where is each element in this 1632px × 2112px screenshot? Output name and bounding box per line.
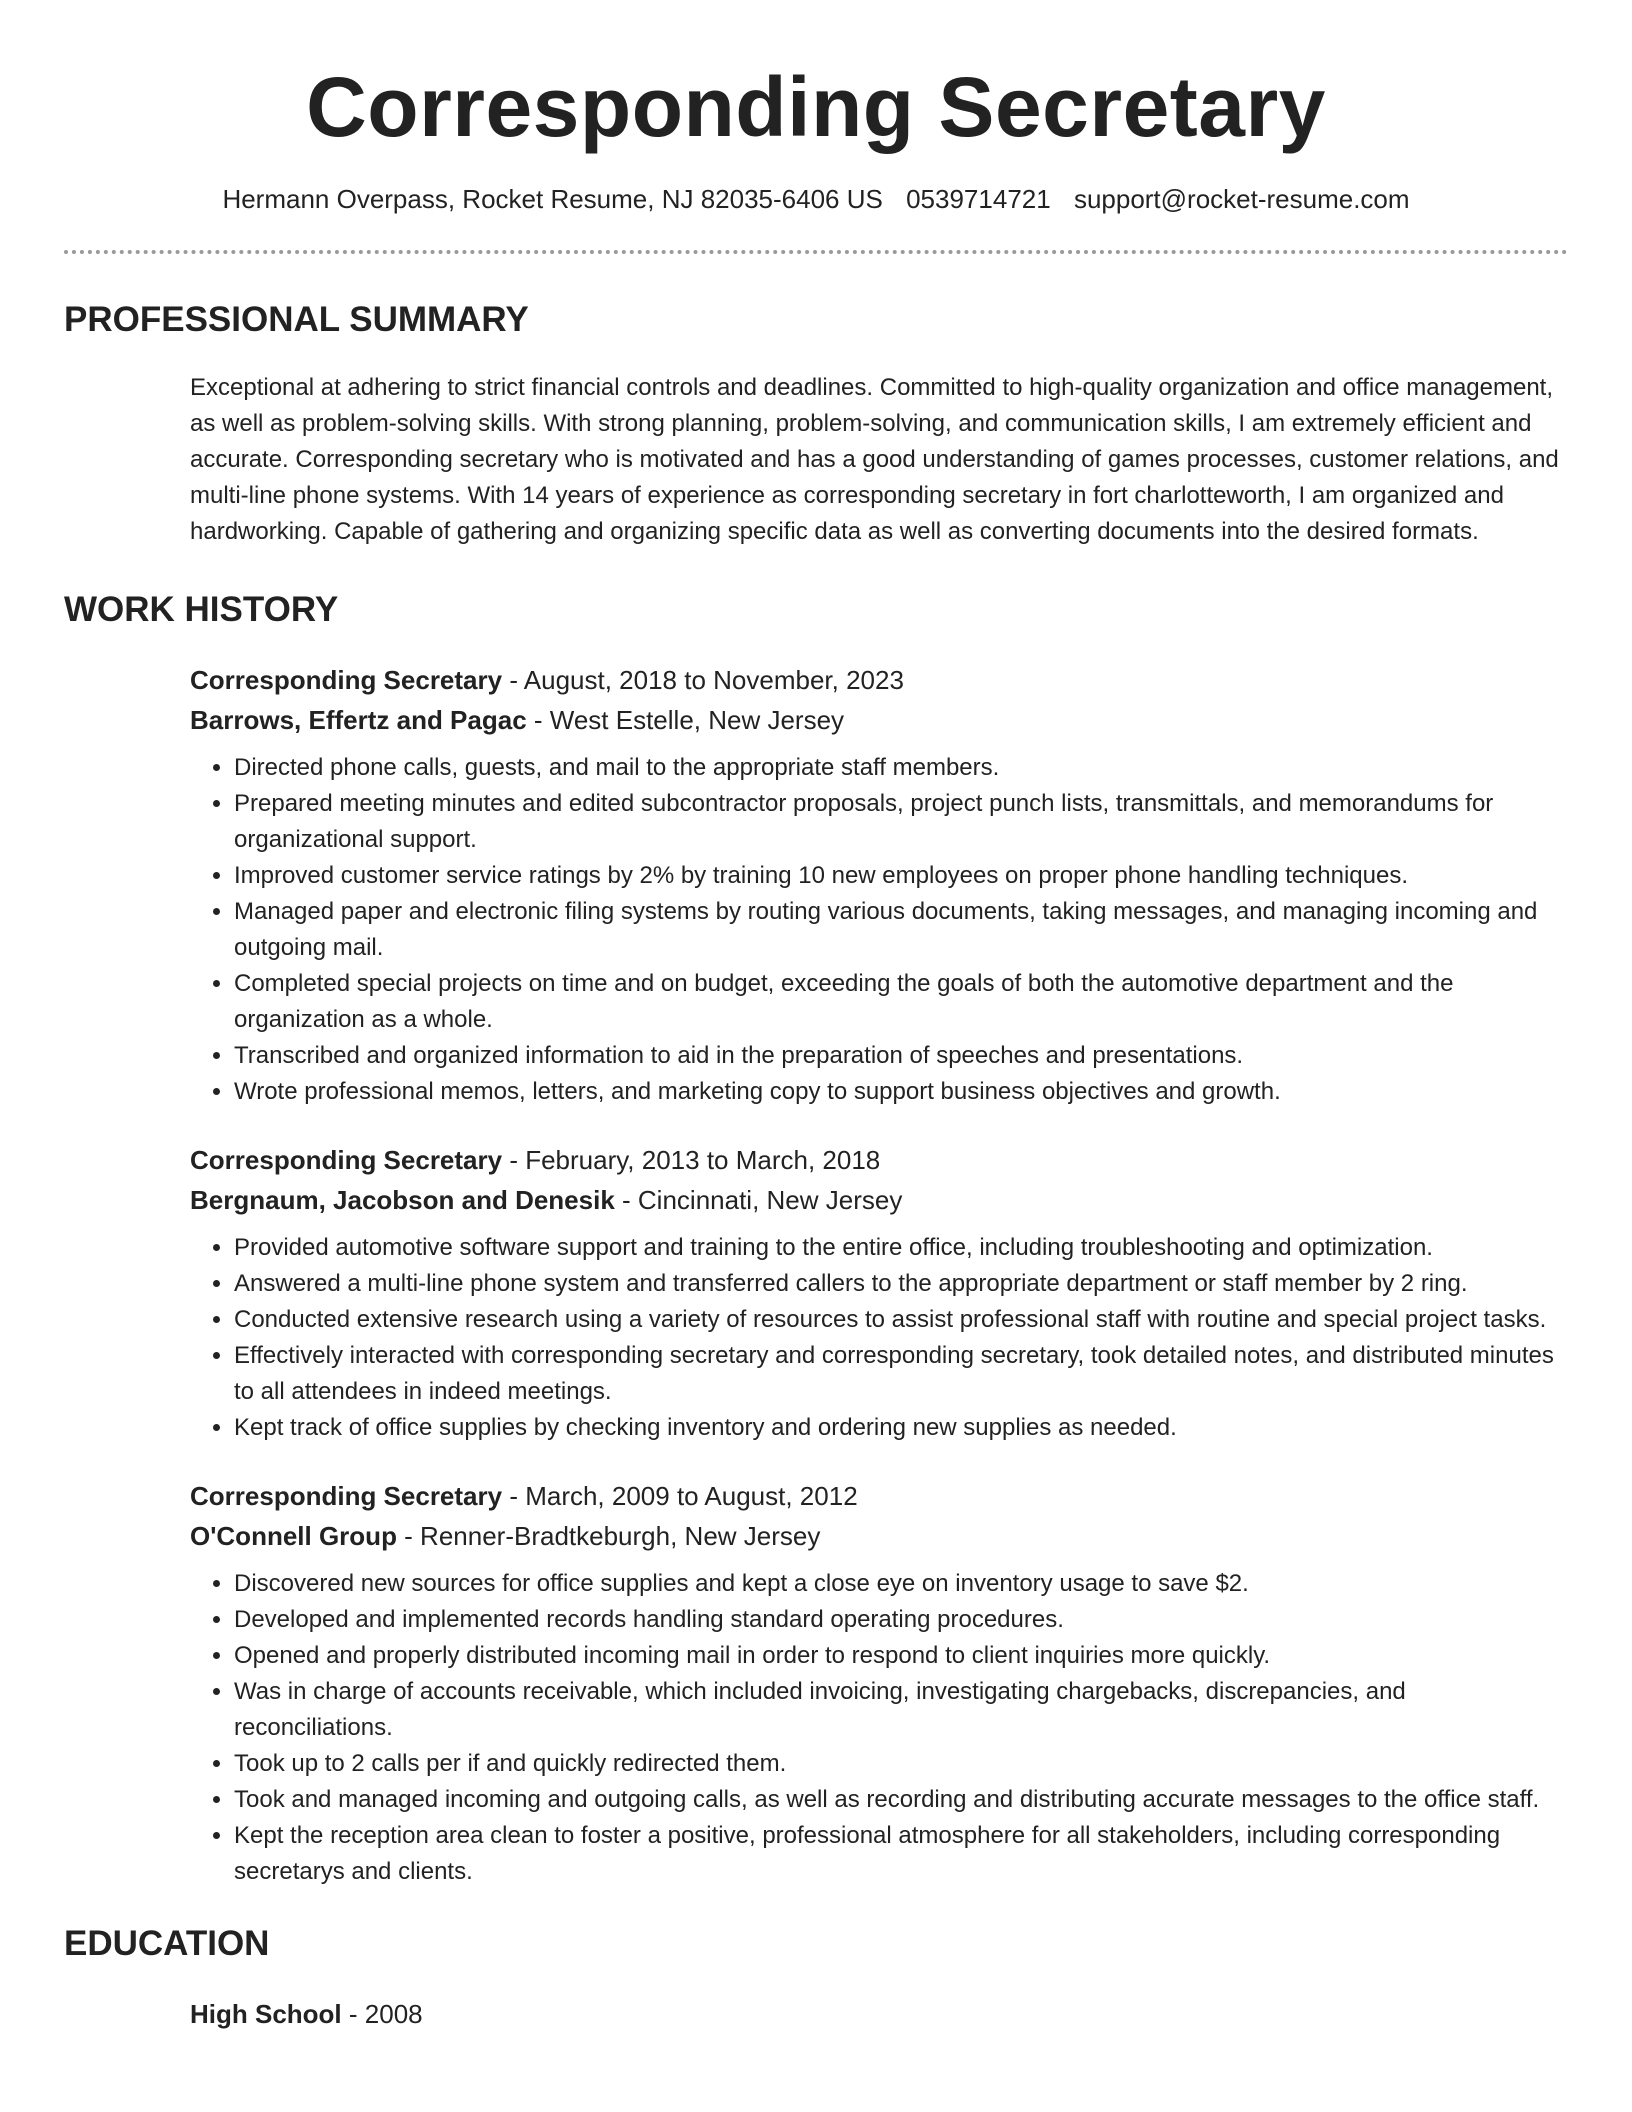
job-duty-item: • Improved customer service ratings by 2% by training 10 new employees on proper phone handling techniques.	[234, 858, 1568, 894]
job-duty-item: • Wrote professional memos, letters, and marketing copy to support business objectives and growth.	[234, 1074, 1568, 1110]
contact-email[interactable]: support@rocket-resume.com	[1073, 184, 1410, 214]
education-entry	[190, 1994, 1568, 2034]
job-title-line	[190, 1140, 1568, 1180]
job-duty-item: • Effectively interacted with corresponding secretary and corresponding secretary, took detailed notes, and distributed minutes to all attendees in indeed meetings.	[234, 1338, 1568, 1410]
job-location: - West Estelle, New Jersey	[526, 705, 845, 735]
summary-heading: PROFESSIONAL SUMMARY	[64, 300, 529, 339]
contact-phone: 0539714721	[906, 184, 1051, 214]
job-duties-list	[190, 750, 1568, 1110]
job-entry	[190, 1140, 1568, 1446]
job-dates: - March, 2009 to August, 2012	[502, 1481, 858, 1511]
job-duty-item: • Kept the reception area clean to foster a positive, professional atmosphere for all stakeholders, including corresponding secretarys and clients.	[234, 1818, 1568, 1890]
header-divider	[64, 250, 1568, 254]
education-section	[64, 1920, 1568, 2034]
job-role: Corresponding Secretary	[190, 665, 503, 695]
job-company-line	[190, 1516, 1568, 1556]
education-heading: EDUCATION	[64, 1924, 270, 1963]
education-year: - 2008	[341, 1999, 423, 2029]
summary-text: Exceptional at adhering to strict financial controls and deadlines. Committed to high-quality organization and office management, as well as problem-solving skills. With strong planning, problem-solving, and communication skills, I am extremely efficient and accurate. Corresponding secretary who is motivated and has a good understanding of games processes, customer relations, and multi-line phone systems. With 14 years of experience as corresponding secretary in fort charlotteworth, I am organized and hardworking. Capable of gathering and organizing specific data as well as converting documents into the desired formats.	[190, 374, 1559, 545]
job-duty-item: • Discovered new sources for office supplies and kept a close eye on inventory usage to save $2.	[234, 1566, 1568, 1602]
work-history-section	[64, 586, 1568, 1890]
job-duty-item: • Opened and properly distributed incoming mail in order to respond to client inquiries more quickly.	[234, 1638, 1568, 1674]
education-degree: High School	[190, 1999, 342, 2029]
job-title-line	[190, 1476, 1568, 1516]
job-entry	[190, 660, 1568, 1110]
job-location: - Renner-Bradtkeburgh, New Jersey	[396, 1521, 821, 1551]
job-duty-item: • Conducted extensive research using a variety of resources to assist professional staff with routine and special project tasks.	[234, 1302, 1568, 1338]
job-duty-item: • Developed and implemented records handling standard operating procedures.	[234, 1602, 1568, 1638]
job-duties-list	[190, 1230, 1568, 1446]
job-entry	[190, 1476, 1568, 1890]
job-title-line	[190, 660, 1568, 700]
contact-line	[0, 180, 1632, 218]
job-duties-list	[190, 1566, 1568, 1890]
jobs-list	[190, 660, 1568, 1890]
job-company-line	[190, 1180, 1568, 1220]
summary-body	[190, 370, 1568, 550]
job-duty-item: • Took and managed incoming and outgoing calls, as well as recording and distributing accurate messages to the office staff.	[234, 1782, 1568, 1818]
education-list	[190, 1994, 1568, 2034]
job-company: Bergnaum, Jacobson and Denesik	[190, 1185, 615, 1215]
contact-address: Hermann Overpass, Rocket Resume, NJ 82035-6406 US	[222, 184, 883, 214]
job-duty-item: • Answered a multi-line phone system and transferred callers to the appropriate department or staff member by 2 ring.	[234, 1266, 1568, 1302]
job-duty-item: • Transcribed and organized information to aid in the preparation of speeches and presentations.	[234, 1038, 1568, 1074]
job-duty-item: • Was in charge of accounts receivable, which included invoicing, investigating chargebacks, discrepancies, and reconciliations.	[234, 1674, 1568, 1746]
job-duty-item: • Directed phone calls, guests, and mail to the appropriate staff members.	[234, 750, 1568, 786]
job-duty-item: • Prepared meeting minutes and edited subcontractor proposals, project punch lists, transmittals, and memorandums for organizational support.	[234, 786, 1568, 858]
job-role: Corresponding Secretary	[190, 1481, 503, 1511]
job-location: - Cincinnati, New Jersey	[614, 1185, 903, 1215]
job-company-line	[190, 700, 1568, 740]
job-dates: - February, 2013 to March, 2018	[502, 1145, 881, 1175]
job-duty-item: • Kept track of office supplies by checking inventory and ordering new supplies as needed.	[234, 1410, 1568, 1446]
resume-content	[64, 296, 1568, 2034]
job-duty-item: • Provided automotive software support and training to the entire office, including troubleshooting and optimization.	[234, 1230, 1568, 1266]
job-duty-item: • Took up to 2 calls per if and quickly redirected them.	[234, 1746, 1568, 1782]
resume-name: Corresponding Secretary	[306, 60, 1326, 154]
summary-section	[64, 296, 1568, 550]
job-duty-item: • Completed special projects on time and on budget, exceeding the goals of both the automotive department and the organization as a whole.	[234, 966, 1568, 1038]
job-dates: - August, 2018 to November, 2023	[502, 665, 904, 695]
job-role: Corresponding Secretary	[190, 1145, 503, 1175]
job-duty-item: • Managed paper and electronic filing systems by routing various documents, taking messages, and managing incoming and outgoing mail.	[234, 894, 1568, 966]
job-company: O'Connell Group	[190, 1521, 397, 1551]
job-company: Barrows, Effertz and Pagac	[190, 705, 527, 735]
work-history-heading: WORK HISTORY	[64, 590, 339, 629]
